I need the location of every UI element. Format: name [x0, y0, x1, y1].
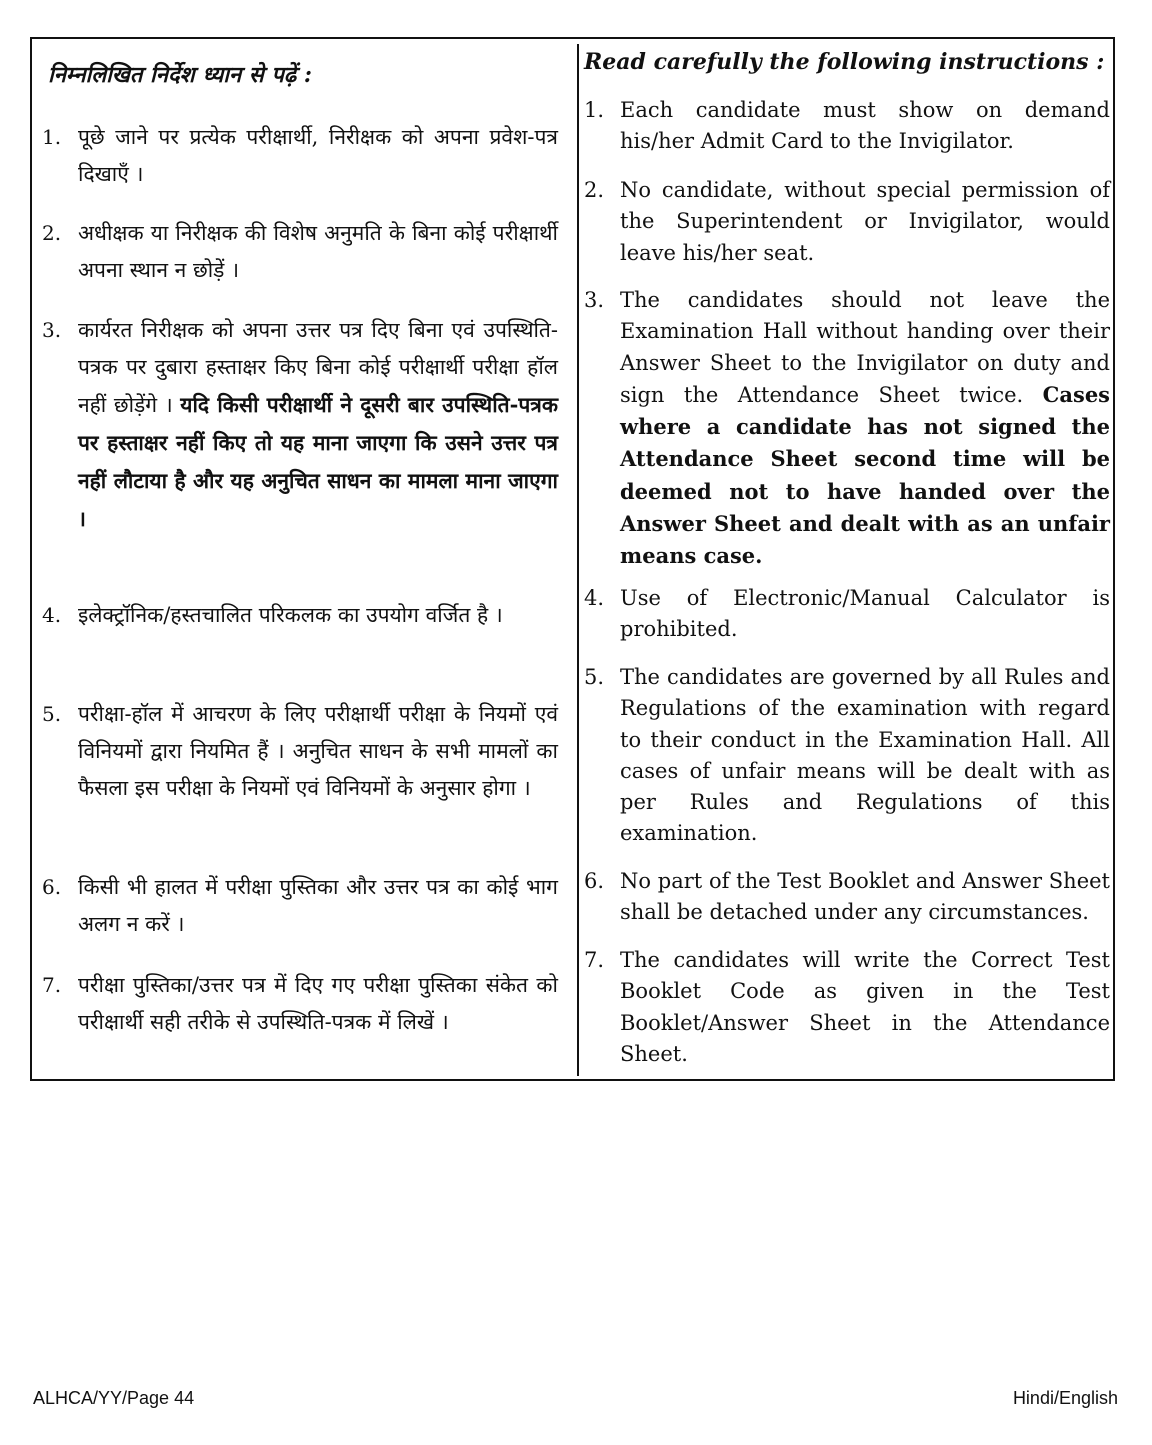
item-number: 4. [584, 586, 605, 610]
english-heading: Read carefully the following instructions : [584, 49, 1105, 75]
item-text: पूछे जाने पर प्रत्येक परीक्षार्थी, निरीक्षक को अपना प्रवेश-पत्र दिखाएँ । [78, 125, 558, 186]
item-text-container [620, 285, 1110, 573]
item-number: 2. [42, 221, 62, 245]
item-text: No candidate, without special permission of the Superintendent or Invigilator, would leave his/her seat. [620, 178, 1110, 265]
item-text: The candidates are governed by all Rules and Regulations of the examination with regard to their conduct in the Examination Hall. All cases of unfair means will be dealt with as per Rules and Regulations of this examination. [620, 665, 1110, 846]
item-text: परीक्षा-हॉल में आचरण के लिए परीक्षार्थी परीक्षा के नियमों एवं विनियमों द्वारा नियमित हैं । अनुचित साधन के सभी मामलों का फैसला इस परीक्षा के नियमों एवं विनियमों के अनुसार होगा । [78, 702, 558, 800]
english-item-7 [582, 945, 1110, 1070]
english-item-6 [582, 866, 1110, 929]
item-text: Each candidate must show on demand his/her Admit Card to the Invigilator. [620, 98, 1110, 154]
hindi-heading: निम्नलिखित निर्देश ध्यान से पढ़ें : [48, 62, 313, 88]
item-bold-text: Cases where a candidate has not signed the Attendance Sheet second time will be deemed not to have handed over the Answer Sheet and dealt with as an unfair means case. [620, 381, 1110, 569]
item-number: 2. [584, 178, 605, 202]
item-number: 1. [42, 125, 62, 149]
item-number: 5. [42, 702, 62, 726]
item-text: किसी भी हालत में परीक्षा पुस्तिका और उत्तर पत्र का कोई भाग अलग न करें । [78, 875, 558, 936]
item-number: 6. [584, 869, 605, 893]
english-item-3 [582, 285, 1110, 573]
item-number: 3. [42, 318, 62, 342]
hindi-item-7 [40, 967, 558, 1041]
item-text: परीक्षा पुस्तिका/उत्तर पत्र में दिए गए परीक्षा पुस्तिका संकेत को परीक्षार्थी सही तरीके से उपस्थिति-पत्रक में लिखें । [78, 973, 558, 1034]
item-number: 3. [584, 288, 605, 312]
item-number: 7. [42, 973, 62, 997]
english-item-5 [582, 662, 1110, 850]
item-number: 7. [584, 948, 605, 972]
item-number: 6. [42, 875, 62, 899]
item-number: 5. [584, 665, 605, 689]
item-text: No part of the Test Booklet and Answer Sheet shall be detached under any circumstances. [620, 869, 1110, 925]
hindi-item-6 [40, 869, 558, 943]
item-text-container [78, 312, 558, 538]
item-text: Use of Electronic/Manual Calculator is prohibited. [620, 586, 1110, 642]
item-bold-text: यदि किसी परीक्षार्थी ने दूसरी बार उपस्थिति-पत्रक पर हस्ताक्षर नहीं किए तो यह माना जाएगा कि उसने उत्तर पत्र नहीं लौटाया है और यह अनुचित साधन का मामला माना जाएगा । [78, 392, 558, 531]
english-item-1 [582, 95, 1110, 158]
hindi-item-5 [40, 696, 558, 807]
item-text: The candidates will write the Correct Test Booklet Code as given in the Test Booklet/Answer Sheet in the Attendance Sheet. [620, 948, 1110, 1066]
language-label: Hindi/English [1012, 1388, 1118, 1408]
instructions-box [30, 37, 1115, 1081]
item-text: कार्यरत निरीक्षक को अपना उत्तर पत्र दिए बिना एवं उपस्थिति-पत्रक पर दुबारा हस्ताक्षर किए बिना कोई परीक्षार्थी परीक्षा हॉल नहीं छोड़ेंगे । [78, 318, 558, 417]
english-item-4 [582, 583, 1110, 646]
hindi-item-4 [40, 597, 558, 634]
page-code: ALHCA/YY/Page 44 [33, 1388, 195, 1408]
item-text: इलेक्ट्रॉनिक/हस्तचालित परिकलक का उपयोग वर्जित है । [78, 603, 503, 627]
hindi-item-3 [40, 312, 558, 538]
item-number: 1. [584, 98, 605, 122]
item-text: अधीक्षक या निरीक्षक की विशेष अनुमति के बिना कोई परीक्षार्थी अपना स्थान न छोड़ें । [78, 221, 558, 282]
english-item-2 [582, 175, 1110, 269]
hindi-item-2 [40, 215, 558, 289]
item-number: 4. [42, 603, 62, 627]
hindi-item-1 [40, 119, 558, 193]
column-divider [577, 44, 579, 1076]
item-text: The candidates should not leave the Examination Hall without handing over their Answer Sheet to the Invigilator on duty and sign the Attendance Sheet twice. [620, 288, 1110, 407]
